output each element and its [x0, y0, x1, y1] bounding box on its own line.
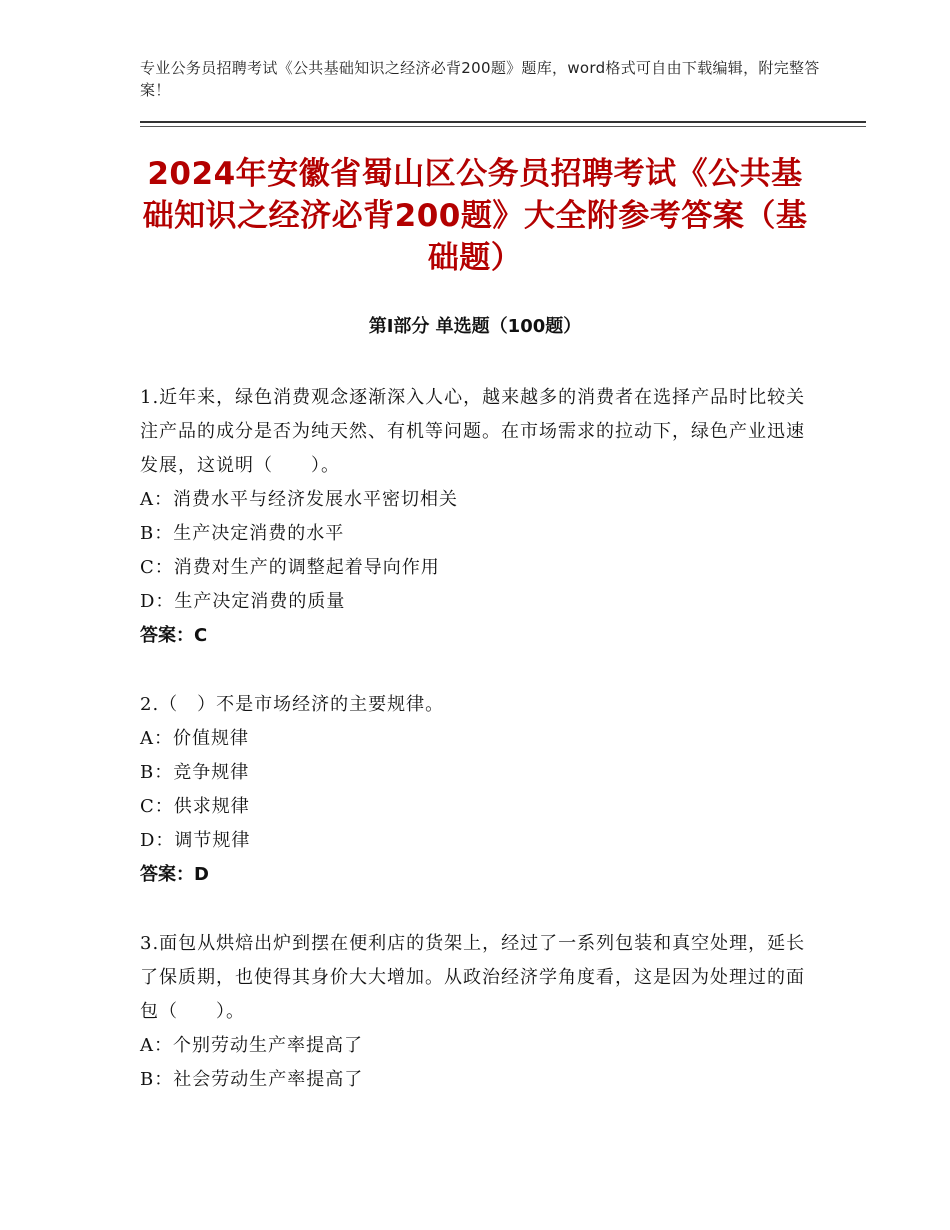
option-d: D：调节规律	[140, 830, 251, 851]
option-a: A：个别劳动生产率提高了	[140, 1035, 363, 1056]
question-stem: 1.近年来，绿色消费观念逐渐深入人心，越来越多的消费者在选择产品时比较关注产品的成分是否为纯天然、有机等问题。在市场需求的拉动下，绿色产业迅速发展，这说明（ ）。	[140, 387, 806, 476]
option-c: C：消费对生产的调整起着导向作用	[140, 557, 440, 578]
section-heading: 第I部分 单选题（100题）	[368, 316, 582, 337]
question-stem: 2.（ ）不是市场经济的主要规律。	[140, 694, 445, 715]
option-b: B：竞争规律	[140, 762, 250, 783]
question-stem: 3.面包从烘焙出炉到摆在便利店的货架上，经过了一系列包装和真空处理，延长了保质期，也使得其身价大大增加。从政治经济学角度看，这是因为处理过的面包（ ）。	[140, 933, 806, 1022]
option-b: B：社会劳动生产率提高了	[140, 1069, 364, 1090]
question-3	[140, 927, 810, 1097]
option-d: D：生产决定消费的质量	[140, 591, 346, 612]
option-a: A：价值规律	[140, 728, 249, 749]
question-1	[140, 381, 810, 653]
header-divider-thin	[140, 126, 866, 127]
document-title: 2024年安徽省蜀山区公务员招聘考试《公共基础知识之经济必背200题》大全附参考答案（基础题）	[142, 156, 808, 276]
option-c: C：供求规律	[140, 796, 250, 817]
document-header-note: 专业公务员招聘考试《公共基础知识之经济必背200题》题库，word格式可自由下载编辑，附完整答案！	[140, 59, 820, 99]
answer-line: 答案：D	[140, 864, 209, 885]
answer-line: 答案：C	[140, 625, 208, 646]
question-list	[140, 381, 810, 1132]
header-divider-thick	[140, 121, 866, 123]
option-b: B：生产决定消费的水平	[140, 523, 345, 544]
question-2	[140, 688, 810, 892]
option-a: A：消费水平与经济发展水平密切相关	[140, 489, 458, 510]
